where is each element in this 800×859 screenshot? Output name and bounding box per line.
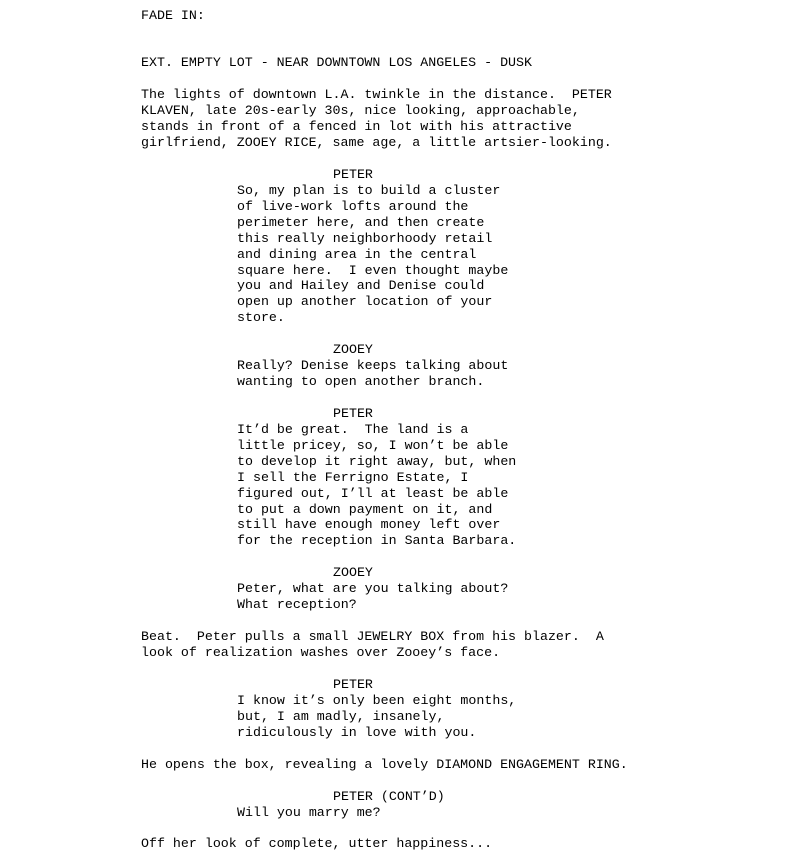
character-cue: ZOOEY bbox=[333, 342, 373, 357]
transition-fade-in: FADE IN: bbox=[141, 8, 205, 23]
action-paragraph: Off her look of complete, utter happiness... bbox=[141, 836, 493, 851]
action-paragraph: He opens the box, revealing a lovely DIAMOND ENGAGEMENT RING. bbox=[141, 757, 628, 772]
character-cue: PETER (CONT’D) bbox=[333, 789, 445, 804]
action-paragraph: Beat. Peter pulls a small JEWELRY BOX from his blazer. A look of realization washes over Zooey’s face. bbox=[141, 629, 604, 660]
character-cue: PETER bbox=[333, 677, 373, 692]
dialogue-block: Will you marry me? bbox=[237, 805, 381, 820]
character-cue: PETER bbox=[333, 167, 373, 182]
action-paragraph: The lights of downtown L.A. twinkle in the distance. PETER KLAVEN, late 20s-early 30s, nice looking, approachable, stands in front of a fenced in lot with his attractive girlfriend, ZOOEY RICE, same age, a little artsier-looking. bbox=[141, 87, 612, 150]
dialogue-block: I know it’s only been eight months, but, I am madly, insanely, ridiculously in love with you. bbox=[237, 693, 517, 740]
character-cue: PETER bbox=[333, 406, 373, 421]
character-cue: ZOOEY bbox=[333, 565, 373, 580]
dialogue-block: So, my plan is to build a cluster of live-work lofts around the perimeter here, and then create this really neighborhoody retail and dining area in the central square here. I even thought maybe you and Hailey and Denise could open up another location of your store. bbox=[237, 183, 509, 326]
dialogue-block: Peter, what are you talking about? What reception? bbox=[237, 581, 509, 612]
dialogue-block: It’d be great. The land is a little pricey, so, I won’t be able to develop it right away, but, when I sell the Ferrigno Estate, I figured out, I’ll at least be able to put a down payment on it, and still have enough money left over for the reception in Santa Barbara. bbox=[237, 422, 517, 549]
dialogue-block: Really? Denise keeps talking about wanting to open another branch. bbox=[237, 358, 509, 389]
scene-heading: EXT. EMPTY LOT - NEAR DOWNTOWN LOS ANGELES - DUSK bbox=[141, 55, 532, 70]
